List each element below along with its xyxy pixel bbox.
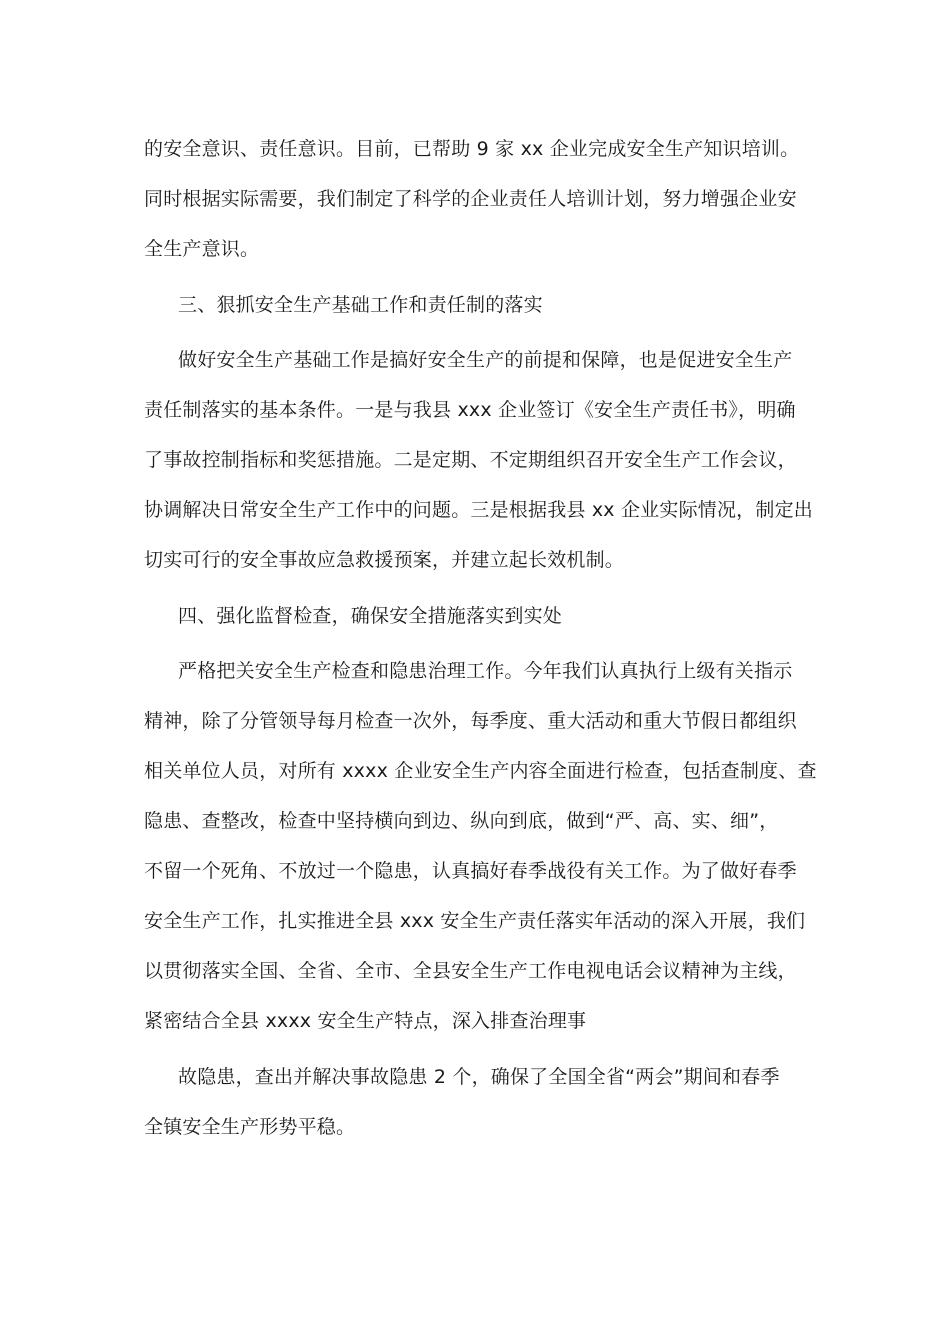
text-line: 以贯彻落实全国、全省、全市、全县安全生产工作电视电话会议精神为主线， xyxy=(144,960,797,982)
text-line: 责任制落实的基本条件。一是与我县 xxx 企业签订《安全生产责任书》，明确 xyxy=(144,399,796,421)
section-heading-4: 四、强化监督检查，确保安全措施落实到实处 xyxy=(178,605,563,627)
text-line: 不留一个死角、不放过一个隐患，认真搞好春季战役有关工作。为了做好春季 xyxy=(144,860,797,882)
text-line: 隐患、查整改，检查中坚持横向到边、纵向到底，做到“严、高、实、细”， xyxy=(144,810,779,832)
text-line: 全镇安全生产形势平稳。 xyxy=(144,1116,356,1138)
text-line: 协调解决日常安全生产工作中的问题。三是根据我县 xx 企业实际情况，制定出 xyxy=(144,499,813,521)
text-line: 紧密结合全县 xxxx 安全生产特点，深入排查治理事 xyxy=(144,1010,587,1032)
text-line: 故隐患，查出并解决事故隐患 2 个，确保了全国全省“两会”期间和春季 xyxy=(178,1066,780,1088)
text-line: 切实可行的安全事故应急救援预案，并建立起长效机制。 xyxy=(144,549,625,571)
text-line: 相关单位人员，对所有 xxxx 企业安全生产内容全面进行检查，包括查制度、查 xyxy=(144,760,817,782)
section-heading-3: 三、狠抓安全生产基础工作和责任制的落实 xyxy=(178,294,543,316)
text-line: 的安全意识、责任意识。目前，已帮助 9 家 xx 企业完成安全生产知识培训。 xyxy=(144,138,800,160)
text-line: 全生产意识。 xyxy=(144,238,260,260)
text-line: 同时根据实际需要，我们制定了科学的企业责任人培训计划，努力增强企业安 xyxy=(144,188,797,210)
text-line: 精神，除了分管领导每月检查一次外，每季度、重大活动和重大节假日都组织 xyxy=(144,710,797,732)
text-line: 严格把关安全生产检查和隐患治理工作。今年我们认真执行上级有关指示 xyxy=(178,660,793,682)
text-line: 了事故控制指标和奖惩措施。二是定期、不定期组织召开安全生产工作会议， xyxy=(144,449,797,471)
text-line: 做好安全生产基础工作是搞好安全生产的前提和保障，也是促进安全生产 xyxy=(178,349,793,371)
text-line: 安全生产工作，扎实推进全县 xxx 安全生产责任落实年活动的深入开展，我们 xyxy=(144,910,806,932)
